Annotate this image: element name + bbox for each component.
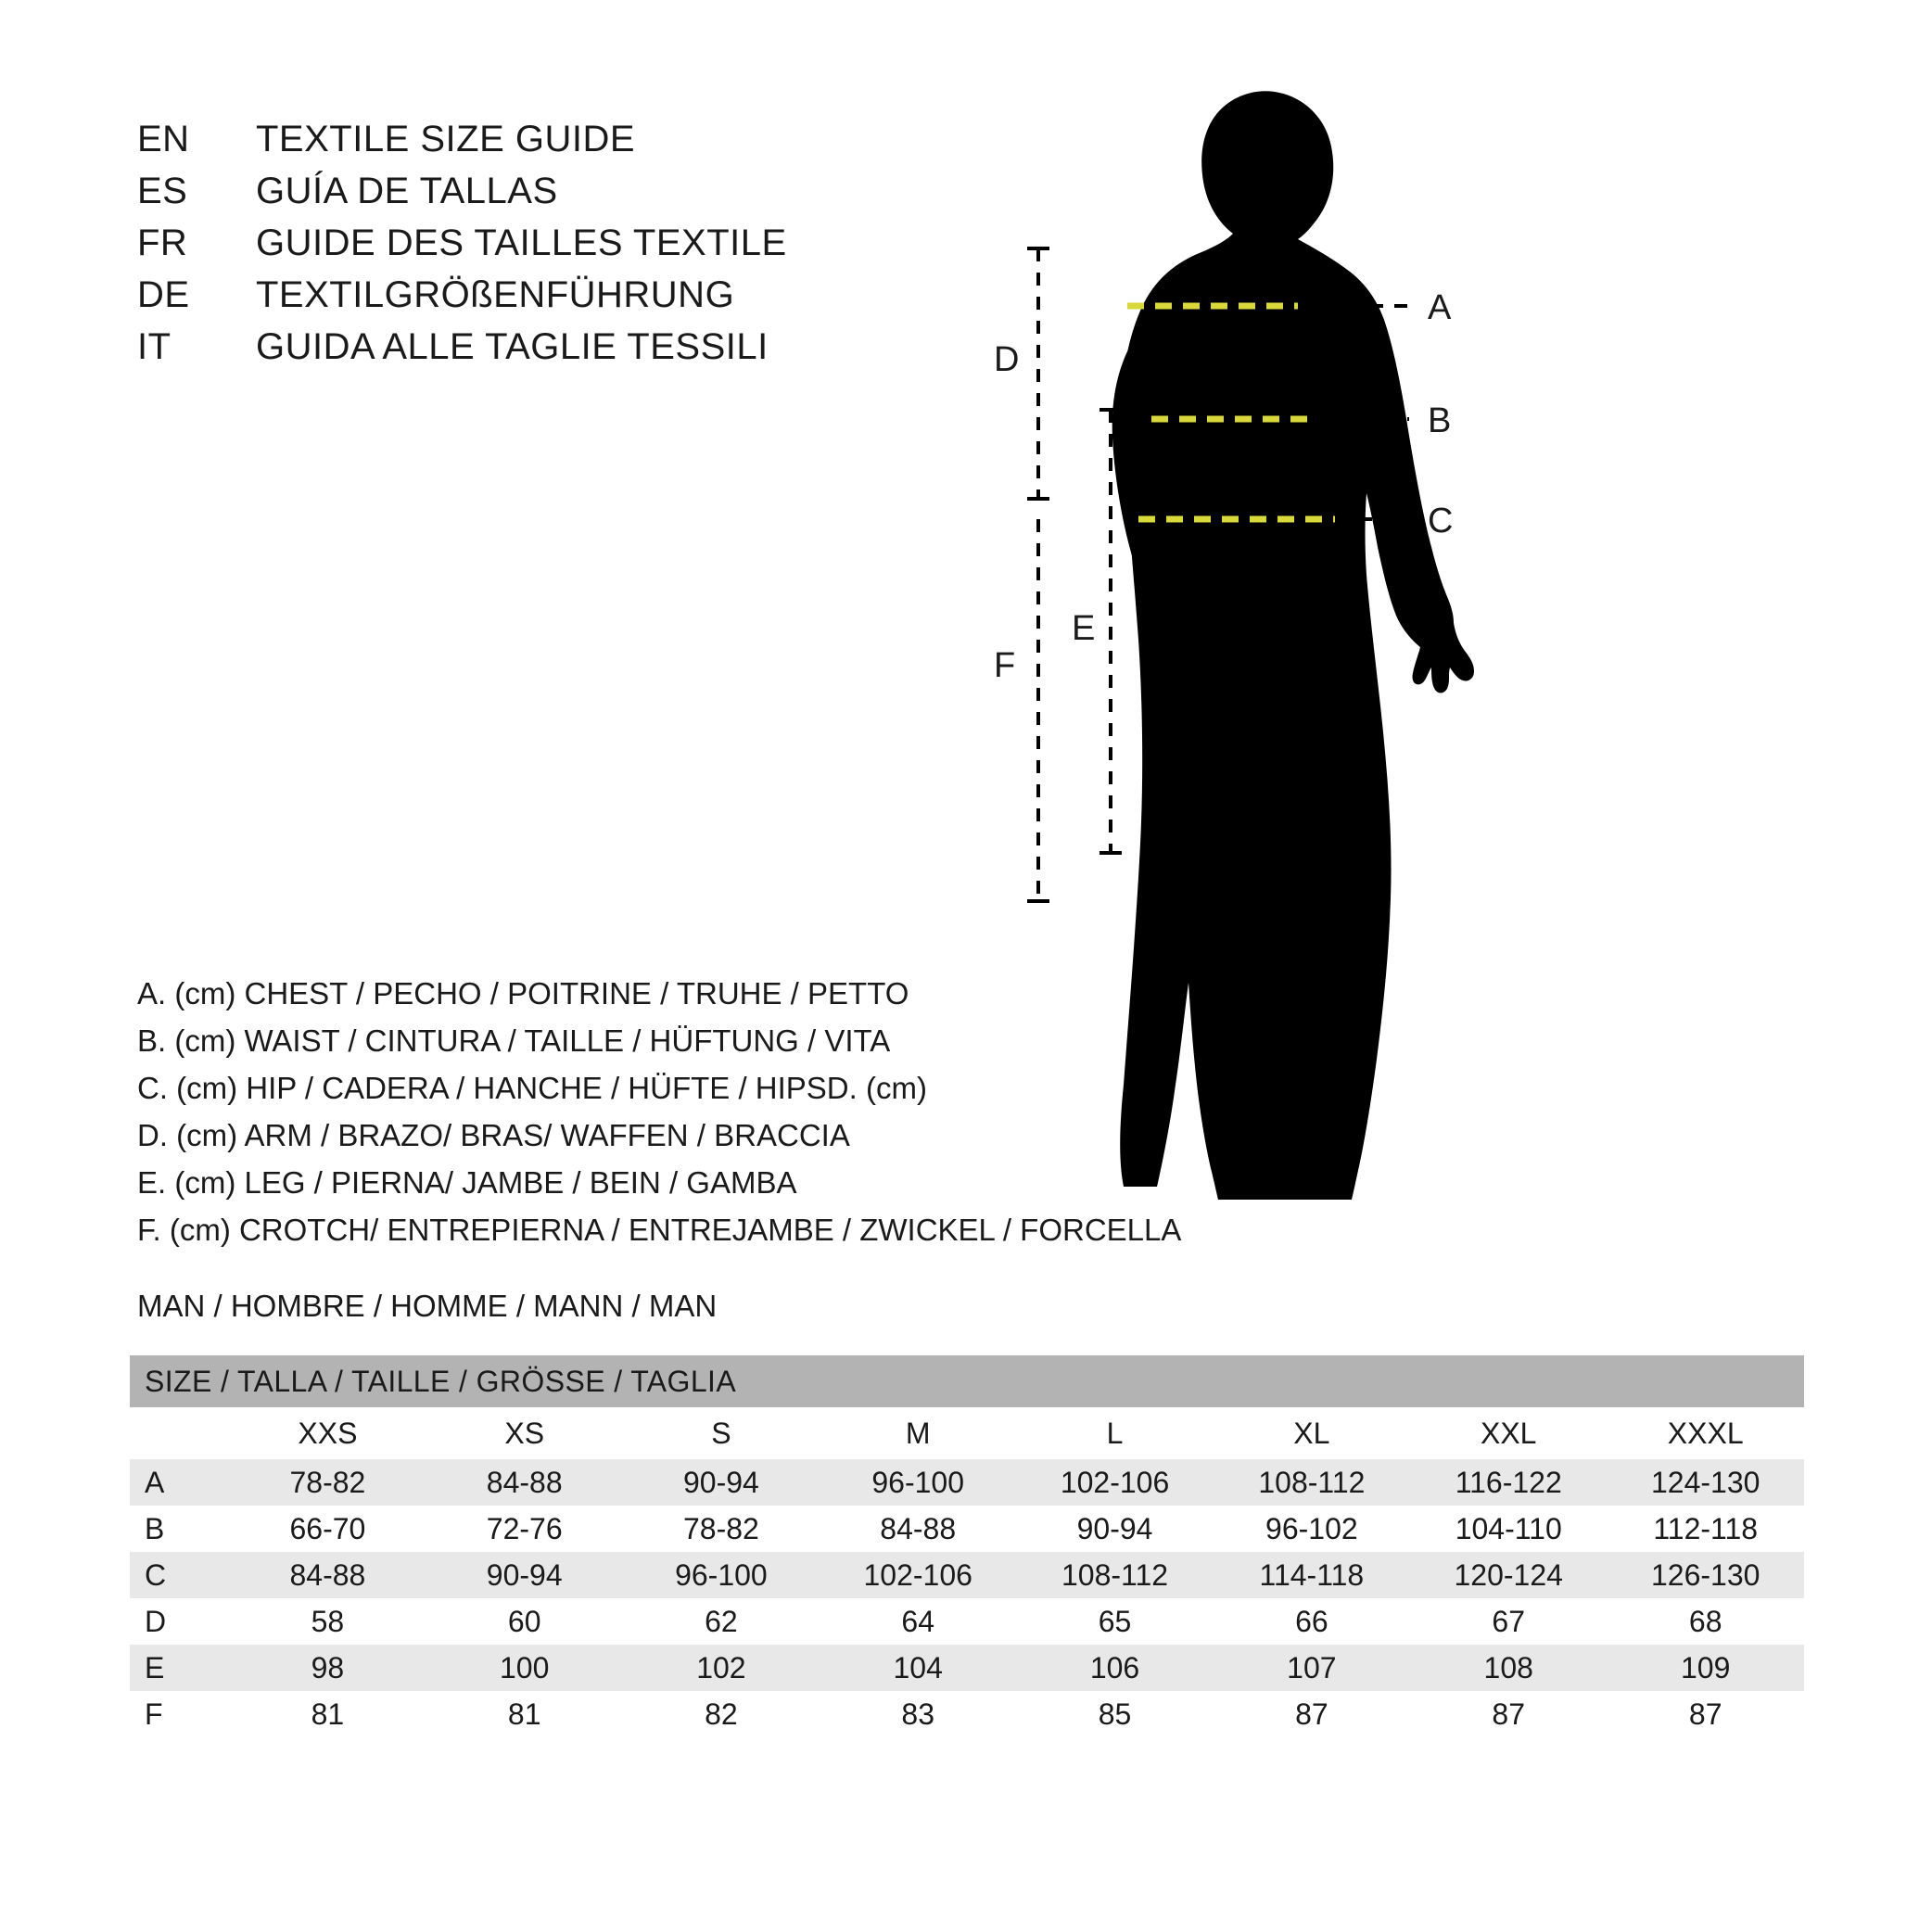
table-cell: 104 [820, 1645, 1016, 1691]
language-row [137, 326, 787, 378]
table-row [130, 1691, 1804, 1737]
legend-item-e: E. (cm) LEG / PIERNA/ JAMBE / BEIN / GAMBA [137, 1165, 797, 1200]
language-title: TEXTILE SIZE GUIDE [256, 119, 636, 159]
row-label: E [130, 1645, 229, 1691]
table-cell: 60 [426, 1598, 623, 1645]
table-cell: 106 [1016, 1645, 1213, 1691]
table-cell: 83 [820, 1691, 1016, 1737]
table-cell: 85 [1016, 1691, 1213, 1737]
male-silhouette-icon [1112, 91, 1474, 1200]
language-title: GUIDE DES TAILLES TEXTILE [256, 222, 787, 263]
column-header: L [1016, 1407, 1213, 1459]
table-cell: 90-94 [426, 1552, 623, 1598]
table-cell: 87 [1410, 1691, 1607, 1737]
table-cell: 126-130 [1607, 1552, 1804, 1598]
table-cell: 100 [426, 1645, 623, 1691]
language-code: EN [137, 119, 190, 159]
table-row [130, 1552, 1804, 1598]
table-cell: 124-130 [1607, 1459, 1804, 1506]
language-code: IT [137, 326, 172, 367]
language-code: DE [137, 274, 190, 315]
table-cell: 107 [1214, 1645, 1410, 1691]
table-row [130, 1645, 1804, 1691]
dimension-lines [1027, 248, 1122, 901]
table-cell: 90-94 [623, 1459, 820, 1506]
column-header: M [820, 1407, 1016, 1459]
legend-item-a: A. (cm) CHEST / PECHO / POITRINE / TRUHE / PETTO [137, 976, 909, 1010]
table-cell: 81 [426, 1691, 623, 1737]
table-cell: 78-82 [229, 1459, 426, 1506]
legend-item-c: C. (cm) HIP / CADERA / HANCHE / HÜFTE / HIPSD. (cm) [137, 1071, 927, 1105]
row-label: C [130, 1552, 229, 1598]
label-f: F [994, 646, 1016, 685]
language-row [137, 274, 787, 326]
table-cell: 87 [1214, 1691, 1410, 1737]
legend-item-f: F. (cm) CROTCH/ ENTREPIERNA / ENTREJAMBE / ZWICKEL / FORCELLA [137, 1213, 1182, 1247]
language-code: ES [137, 171, 188, 211]
column-header: S [623, 1407, 820, 1459]
table-cell: 65 [1016, 1598, 1213, 1645]
size-diagram [994, 83, 1891, 1242]
column-header: XXS [229, 1407, 426, 1459]
table-cell: 68 [1607, 1598, 1804, 1645]
column-header: XXL [1410, 1407, 1607, 1459]
table-cell: 84-88 [229, 1552, 426, 1598]
header-corner [130, 1407, 229, 1459]
label-e: E [1072, 609, 1096, 648]
table-cell: 112-118 [1607, 1506, 1804, 1552]
table-cell: 96-100 [820, 1459, 1016, 1506]
table-cell: 102-106 [820, 1552, 1016, 1598]
table-row [130, 1506, 1804, 1552]
table-cell: 78-82 [623, 1506, 820, 1552]
table-cell: 120-124 [1410, 1552, 1607, 1598]
column-header: XL [1214, 1407, 1410, 1459]
language-title: GUÍA DE TALLAS [256, 171, 558, 211]
table-cell: 114-118 [1214, 1552, 1410, 1598]
table-band-header [130, 1355, 1804, 1407]
row-label: D [130, 1598, 229, 1645]
table-row [130, 1598, 1804, 1645]
label-a: A [1428, 288, 1452, 327]
language-row [137, 222, 787, 274]
table-header-row [130, 1407, 1804, 1459]
table-cell: 98 [229, 1645, 426, 1691]
row-label: B [130, 1506, 229, 1552]
table-cell: 72-76 [426, 1506, 623, 1552]
table-cell: 96-102 [1214, 1506, 1410, 1552]
language-row [137, 171, 787, 222]
language-row [137, 119, 787, 171]
language-code: FR [137, 222, 188, 263]
table-cell: 104-110 [1410, 1506, 1607, 1552]
legend-item-b: B. (cm) WAIST / CINTURA / TAILLE / HÜFTUNG / VITA [137, 1023, 891, 1058]
table-cell: 67 [1410, 1598, 1607, 1645]
table-cell: 58 [229, 1598, 426, 1645]
table-row [130, 1459, 1804, 1506]
row-label: A [130, 1459, 229, 1506]
table-cell: 81 [229, 1691, 426, 1737]
table-cell: 84-88 [426, 1459, 623, 1506]
table-cell: 108-112 [1214, 1459, 1410, 1506]
table-cell: 66-70 [229, 1506, 426, 1552]
row-label: F [130, 1691, 229, 1737]
language-title: TEXTILGRÖßENFÜHRUNG [256, 274, 735, 315]
table-cell: 96-100 [623, 1552, 820, 1598]
language-title: GUIDA ALLE TAGLIE TESSILI [256, 326, 769, 367]
legend-item-d: D. (cm) ARM / BRAZO/ BRAS/ WAFFEN / BRACCIA [137, 1118, 850, 1152]
label-b: B [1428, 401, 1452, 440]
language-header-block [137, 119, 787, 378]
table-cell: 109 [1607, 1645, 1804, 1691]
table-cell: 116-122 [1410, 1459, 1607, 1506]
table-cell: 102 [623, 1645, 820, 1691]
column-header: XS [426, 1407, 623, 1459]
label-c: C [1428, 502, 1454, 540]
table-cell: 84-88 [820, 1506, 1016, 1552]
table-cell: 102-106 [1016, 1459, 1213, 1506]
table-cell: 62 [623, 1598, 820, 1645]
column-header: XXXL [1607, 1407, 1804, 1459]
size-table [130, 1355, 1804, 1737]
band-label: SIZE / TALLA / TAILLE / GRÖSSE / TAGLIA [130, 1355, 1804, 1407]
label-d: D [994, 340, 1020, 379]
table-cell: 90-94 [1016, 1506, 1213, 1552]
table-cell: 108-112 [1016, 1552, 1213, 1598]
table-cell: 82 [623, 1691, 820, 1737]
table-cell: 66 [1214, 1598, 1410, 1645]
table-cell: 87 [1607, 1691, 1804, 1737]
gender-label: MAN / HOMBRE / HOMME / MANN / MAN [137, 1289, 718, 1323]
table-cell: 64 [820, 1598, 1016, 1645]
table-cell: 108 [1410, 1645, 1607, 1691]
